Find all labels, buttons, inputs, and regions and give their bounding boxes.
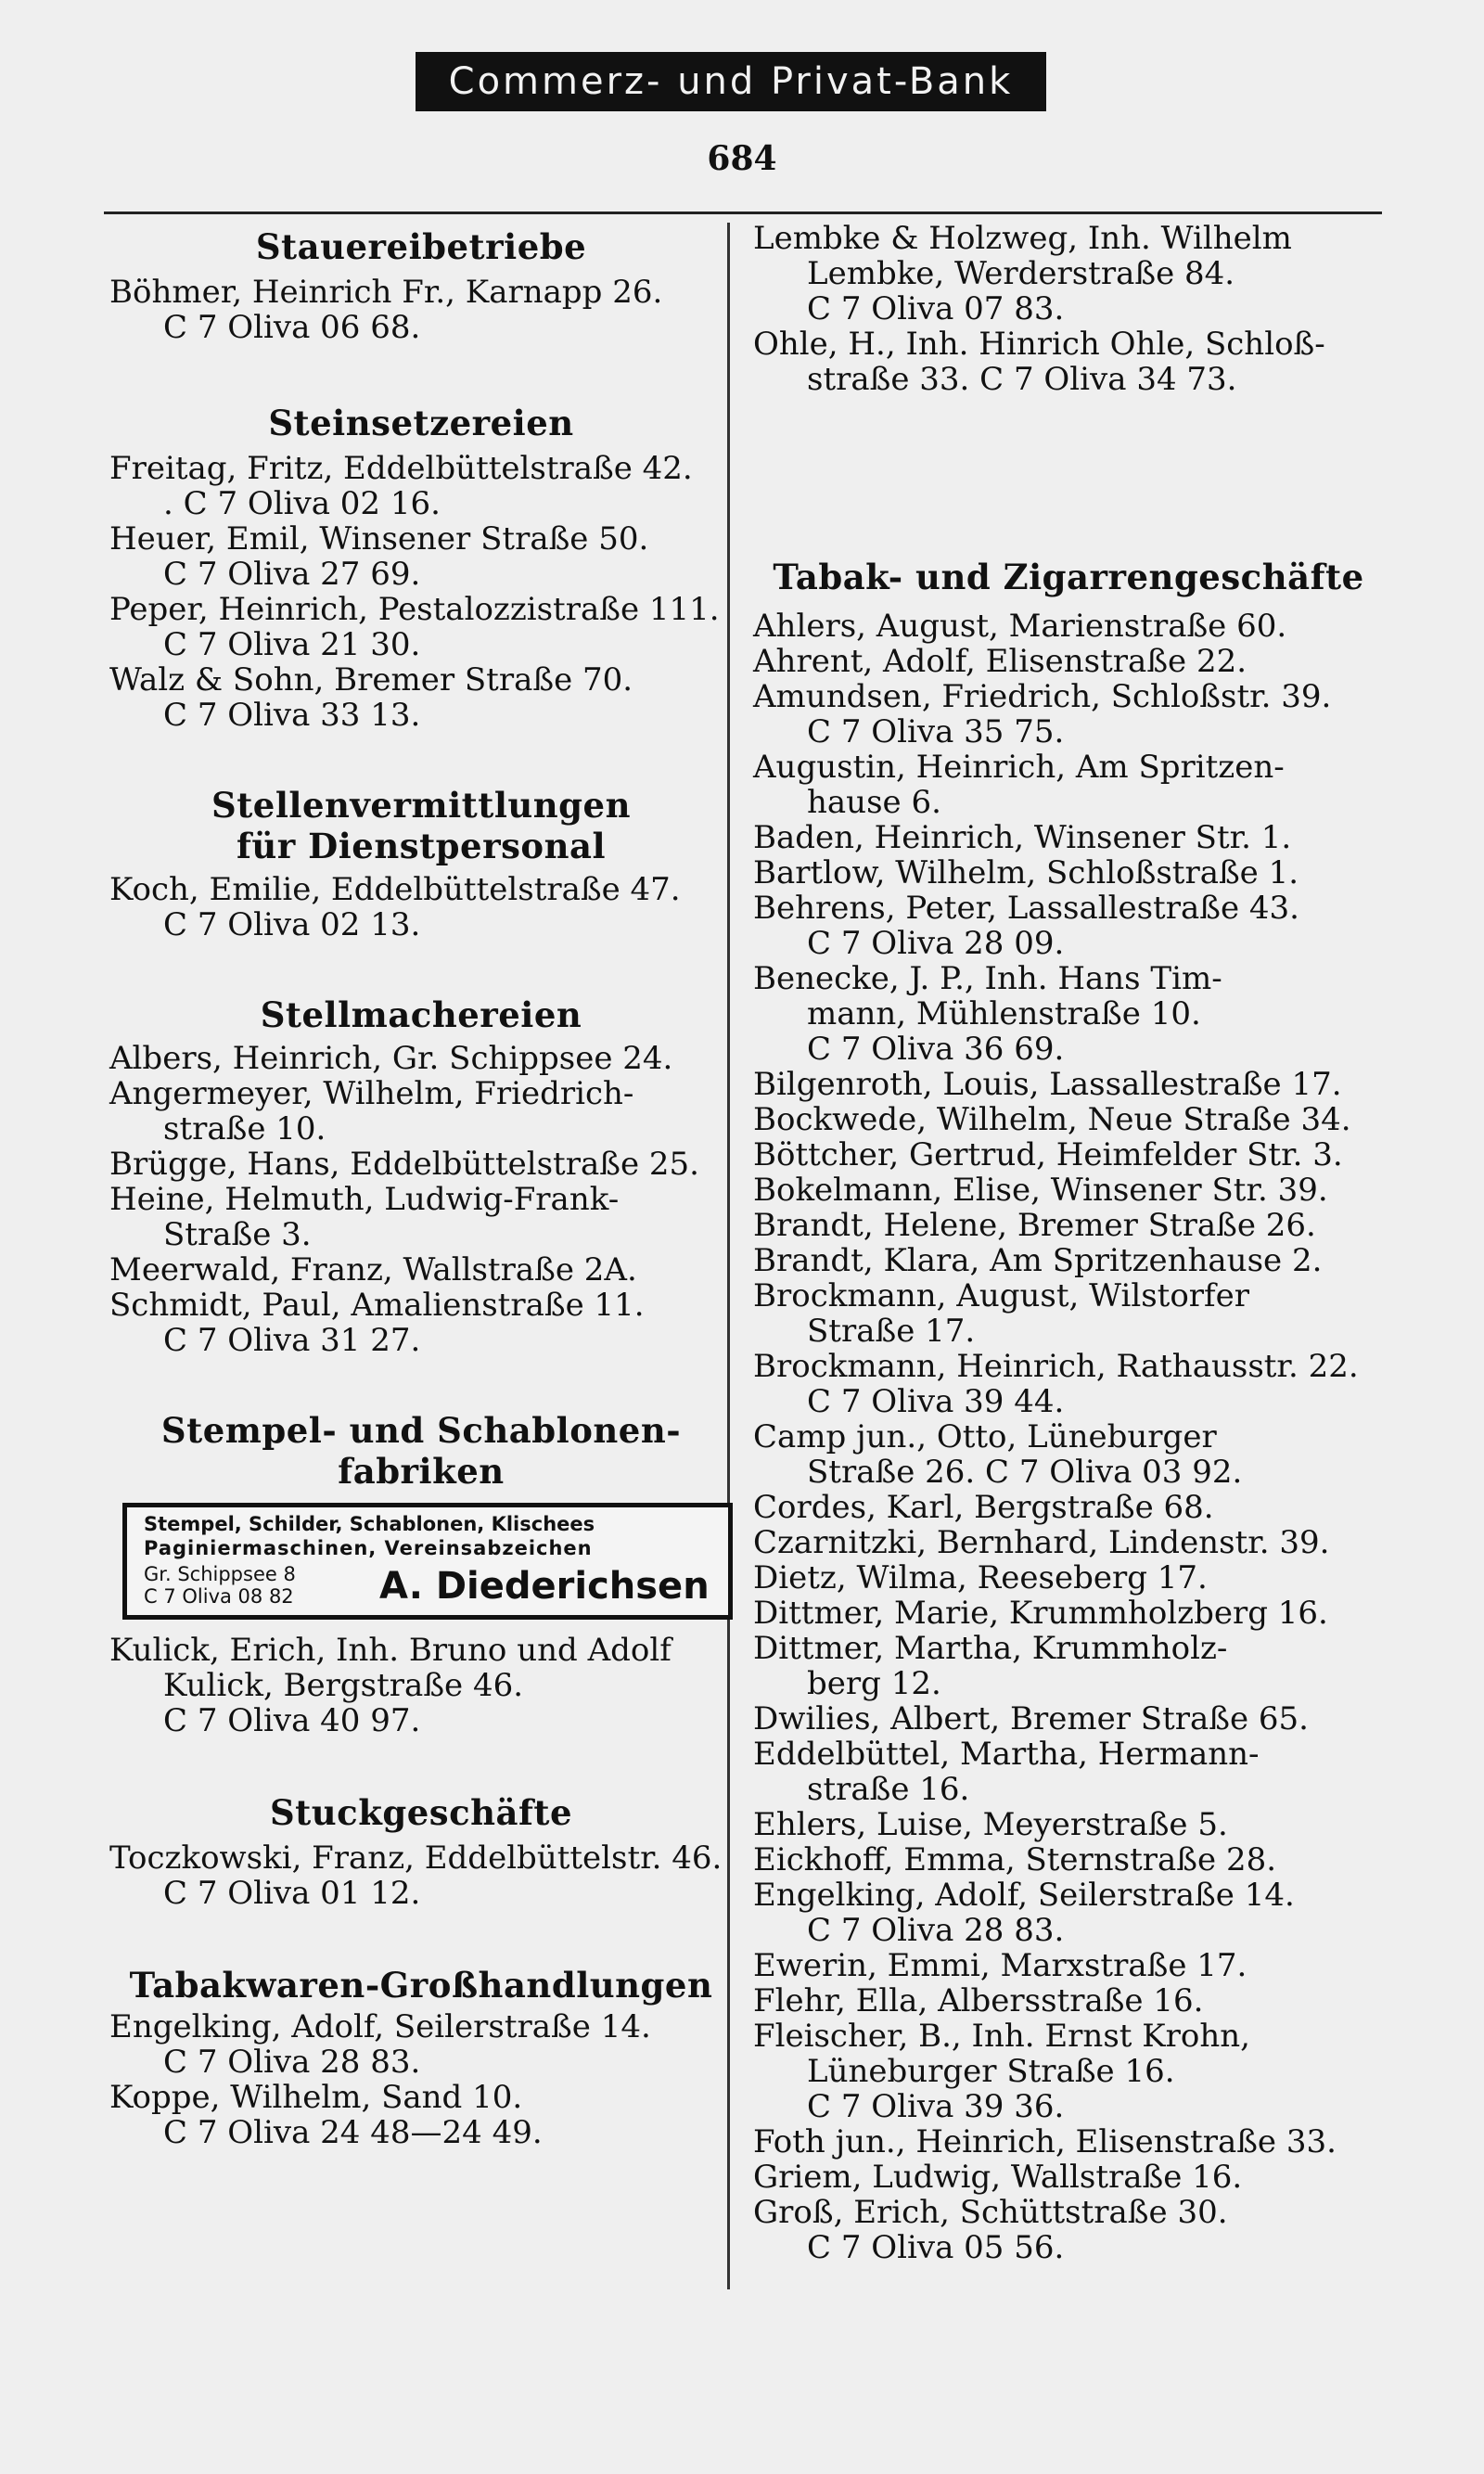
list-item [753, 1983, 1384, 2019]
entry-phone: C 7 Oliva 33 13. [163, 697, 421, 734]
entry-line: Augustin, Heinrich, Am Spritzen- [753, 749, 1285, 786]
entry-line: Czarnitzki, Bernhard, Lindenstr. 39. [753, 1524, 1330, 1561]
entry-phone: C 7 Oliva 21 30. [163, 626, 421, 663]
section-heading: Tabakwaren-Großhandlungen [129, 1965, 713, 2006]
list-item [753, 1807, 1384, 1842]
entry-phone: . C 7 Oliva 02 16. [163, 485, 441, 522]
entry-continuation: Straße 26. C 7 Oliva 03 92. [807, 1454, 1243, 1491]
list-item [753, 1208, 1384, 1243]
list-item [109, 1288, 733, 1358]
entry-line: Benecke, J. P., Inh. Hans Tim- [753, 960, 1222, 997]
list-item [753, 1490, 1384, 1525]
list-item [753, 1737, 1384, 1807]
entry-line: Camp jun., Otto, Lüneburger [753, 1418, 1217, 1455]
right-column [753, 217, 1384, 2265]
entry-line: Flehr, Ella, Albersstraße 16. [753, 1982, 1204, 2019]
entry-line: Brandt, Klara, Am Spritzenhause 2. [753, 1242, 1323, 1279]
ad-address: Gr. Schippsee 8 [144, 1563, 296, 1585]
entry-phone: C 7 Oliva 39 44. [807, 1383, 1065, 1420]
entry-line: Griem, Ludwig, Wallstraße 16. [753, 2159, 1243, 2196]
list-item [753, 1842, 1384, 1878]
entry-continuation: straße 10. [163, 1110, 326, 1147]
list-item [753, 1278, 1384, 1349]
section-heading: Steinsetzereien [268, 403, 574, 443]
list-item [753, 820, 1384, 855]
entry-line: Engelking, Adolf, Seilerstraße 14. [109, 2008, 651, 2045]
entry-line: Ewerin, Emmi, Marxstraße 17. [753, 1947, 1247, 1984]
entry-continuation: Kulick, Bergstraße 46. [163, 1667, 524, 1704]
list-item [753, 644, 1384, 679]
entry-line: Koppe, Wilhelm, Sand 10. [109, 2079, 523, 2116]
entry-phone: C 7 Oliva 27 69. [163, 556, 421, 593]
entry-line: Toczkowski, Franz, Eddelbüttelstr. 46. [109, 1839, 723, 1877]
ad-services-line2: Paginiermaschinen, Vereinsabzeichen [144, 1537, 593, 1559]
list-item [753, 679, 1384, 750]
list-item [753, 1243, 1384, 1278]
entry-line: Cordes, Karl, Bergstraße 68. [753, 1489, 1214, 1526]
entry-line: Eddelbüttel, Martha, Hermann- [753, 1736, 1260, 1773]
entry-continuation: Straße 17. [807, 1313, 976, 1350]
list-item [753, 1349, 1384, 1419]
list-item [753, 750, 1384, 820]
entry-phone: C 7 Oliva 31 27. [163, 1322, 421, 1359]
entry-line: Heine, Helmuth, Ludwig-Frank- [109, 1181, 620, 1218]
entry-line: Bilgenroth, Louis, Lassallestraße 17. [753, 1066, 1342, 1103]
entry-line: Bockwede, Wilhelm, Neue Straße 34. [753, 1101, 1351, 1138]
entry-line: Brockmann, Heinrich, Rathausstr. 22. [753, 1348, 1359, 1385]
list-item [753, 609, 1384, 644]
advertisement-box [122, 1503, 733, 1620]
list-item [109, 2009, 733, 2080]
section-heading: Stauereibetriebe [255, 226, 587, 267]
entry-continuation: straße 16. [807, 1771, 970, 1808]
list-item [109, 521, 733, 592]
list-item [109, 1147, 733, 1182]
list-item [109, 872, 733, 942]
entry-line: Brockmann, August, Wilstorfer [753, 1277, 1250, 1314]
entry-line: Fleischer, B., Inh. Ernst Krohn, [753, 2018, 1250, 2055]
entry-line: Brügge, Hans, Eddelbüttelstraße 25. [109, 1146, 699, 1183]
entry-phone: C 7 Oliva 39 36. [807, 2088, 1065, 2125]
entry-line: Engelking, Adolf, Seilerstraße 14. [753, 1877, 1295, 1914]
list-item [109, 451, 733, 521]
entry-continuation: Straße 3. [163, 1216, 312, 1253]
entry-line: Amundsen, Friedrich, Schloßstr. 39. [753, 678, 1332, 715]
entry-continuation: mann, Mühlenstraße 10. [807, 995, 1201, 1032]
entry-continuation: berg 12. [807, 1665, 941, 1702]
bank-banner: Commerz- und Privat-Bank [416, 52, 1046, 111]
list-item [753, 327, 1384, 397]
list-item [109, 1041, 733, 1076]
entry-line: Eickhoff, Emma, Sternstraße 28. [753, 1841, 1277, 1878]
list-item [109, 592, 733, 662]
entry-continuation: Lüneburger Straße 16. [807, 2053, 1175, 2090]
entry-line: Ahrent, Adolf, Elisenstraße 22. [753, 643, 1247, 680]
entry-line: Dietz, Wilma, Reeseberg 17. [753, 1559, 1208, 1596]
entry-line: Koch, Emilie, Eddelbüttelstraße 47. [109, 871, 681, 908]
list-item [753, 1419, 1384, 1490]
list-item [753, 855, 1384, 891]
list-item [753, 1137, 1384, 1173]
entry-phone: C 7 Oliva 24 48—24 49. [163, 2114, 543, 2151]
list-item [109, 1840, 733, 1911]
entry-line: Dittmer, Marie, Krummholzberg 16. [753, 1595, 1328, 1632]
entry-continuation: hause 6. [807, 784, 941, 821]
list-item [753, 221, 1384, 327]
entry-line: Brandt, Helene, Bremer Straße 26. [753, 1207, 1316, 1244]
entry-phone: C 7 Oliva 28 09. [807, 925, 1065, 962]
list-item [753, 1878, 1384, 1948]
entry-line: Dwilies, Albert, Bremer Straße 65. [753, 1700, 1309, 1737]
list-item [753, 1067, 1384, 1102]
entry-line: Albers, Heinrich, Gr. Schippsee 24. [109, 1040, 673, 1077]
entry-line: Angermeyer, Wilhelm, Friedrich- [109, 1075, 634, 1112]
list-item [753, 1525, 1384, 1560]
list-item [753, 2195, 1384, 2265]
section-heading-line2: für Dienstpersonal [236, 826, 607, 866]
entry-phone: C 7 Oliva 35 75. [807, 713, 1065, 750]
entry-line: Böttcher, Gertrud, Heimfelder Str. 3. [753, 1136, 1343, 1173]
entry-phone: C 7 Oliva 36 69. [807, 1031, 1065, 1068]
entry-line: Böhmer, Heinrich Fr., Karnapp 26. [109, 274, 663, 311]
entry-line: Lembke & Holzweg, Inh. Wilhelm [753, 220, 1292, 257]
list-item [753, 961, 1384, 1067]
entry-continuation: Lembke, Werderstraße 84. [807, 255, 1235, 292]
list-item [109, 2080, 733, 2150]
entry-line: Kulick, Erich, Inh. Bruno und Adolf [109, 1632, 672, 1669]
list-item [753, 1102, 1384, 1137]
header-rule [104, 212, 1382, 214]
entry-line: Freitag, Fritz, Eddelbüttelstraße 42. [109, 450, 693, 487]
section-heading-line2: fabriken [338, 1451, 505, 1492]
entry-continuation: straße 33. C 7 Oliva 34 73. [807, 361, 1237, 398]
list-item [109, 1252, 733, 1288]
entry-line: Foth jun., Heinrich, Elisenstraße 33. [753, 2123, 1337, 2160]
entry-line: Peper, Heinrich, Pestalozzistraße 111. [109, 591, 720, 628]
entry-line: Ohle, H., Inh. Hinrich Ohle, Schloß- [753, 326, 1325, 363]
ad-phone: C 7 Oliva 08 82 [144, 1585, 294, 1608]
section-heading: Stempel- und Schablonen- [160, 1410, 682, 1451]
entry-line: Ahlers, August, Marienstraße 60. [753, 608, 1287, 645]
section-heading: Tabak- und Zigarrengeschäfte [773, 557, 1364, 597]
entry-line: Ehlers, Luise, Meyerstraße 5. [753, 1806, 1228, 1843]
list-item [753, 1560, 1384, 1596]
entry-line: Meerwald, Franz, Wallstraße 2A. [109, 1251, 637, 1288]
entry-phone: C 7 Oliva 06 68. [163, 309, 421, 346]
list-item [753, 1631, 1384, 1701]
list-item [753, 891, 1384, 961]
list-item [753, 1701, 1384, 1737]
list-item [753, 1596, 1384, 1631]
list-item [753, 2019, 1384, 2124]
entry-line: Bokelmann, Elise, Winsener Str. 39. [753, 1172, 1328, 1209]
list-item [109, 1633, 733, 1738]
entry-phone: C 7 Oliva 28 83. [807, 1912, 1065, 1949]
list-item [753, 2124, 1384, 2160]
ad-services-line1: Stempel, Schilder, Schablonen, Klischees [144, 1513, 595, 1535]
list-item [753, 1173, 1384, 1208]
entry-line: Groß, Erich, Schüttstraße 30. [753, 2194, 1228, 2231]
list-item [753, 2160, 1384, 2195]
entry-line: Dittmer, Martha, Krummholz- [753, 1630, 1228, 1667]
entry-line: Heuer, Emil, Winsener Straße 50. [109, 520, 649, 558]
entry-line: Baden, Heinrich, Winsener Str. 1. [753, 819, 1292, 856]
entry-phone: C 7 Oliva 07 83. [807, 290, 1065, 327]
list-item [109, 275, 733, 345]
entry-phone: C 7 Oliva 28 83. [163, 2044, 421, 2081]
entry-phone: C 7 Oliva 01 12. [163, 1875, 421, 1912]
section-heading: Stellmachereien [260, 994, 582, 1035]
section-heading: Stellenvermittlungen [211, 785, 631, 826]
entry-line: Bartlow, Wilhelm, Schloßstraße 1. [753, 854, 1299, 891]
entry-phone: C 7 Oliva 02 13. [163, 906, 421, 943]
list-item [109, 1076, 733, 1147]
entry-line: Schmidt, Paul, Amalienstraße 11. [109, 1287, 645, 1324]
list-item [109, 662, 733, 733]
entry-line: Walz & Sohn, Bremer Straße 70. [109, 661, 633, 699]
page-number: 684 [707, 139, 777, 178]
section-heading: Stuckgeschäfte [269, 1792, 573, 1833]
entry-phone: C 7 Oliva 40 97. [163, 1702, 421, 1739]
list-item [109, 1182, 733, 1252]
ad-company-name: A. Diederichsen [379, 1565, 710, 1608]
list-item [753, 1948, 1384, 1983]
left-column [109, 217, 733, 2150]
entry-phone: C 7 Oliva 05 56. [807, 2229, 1065, 2266]
entry-line: Behrens, Peter, Lassallestraße 43. [753, 890, 1299, 927]
